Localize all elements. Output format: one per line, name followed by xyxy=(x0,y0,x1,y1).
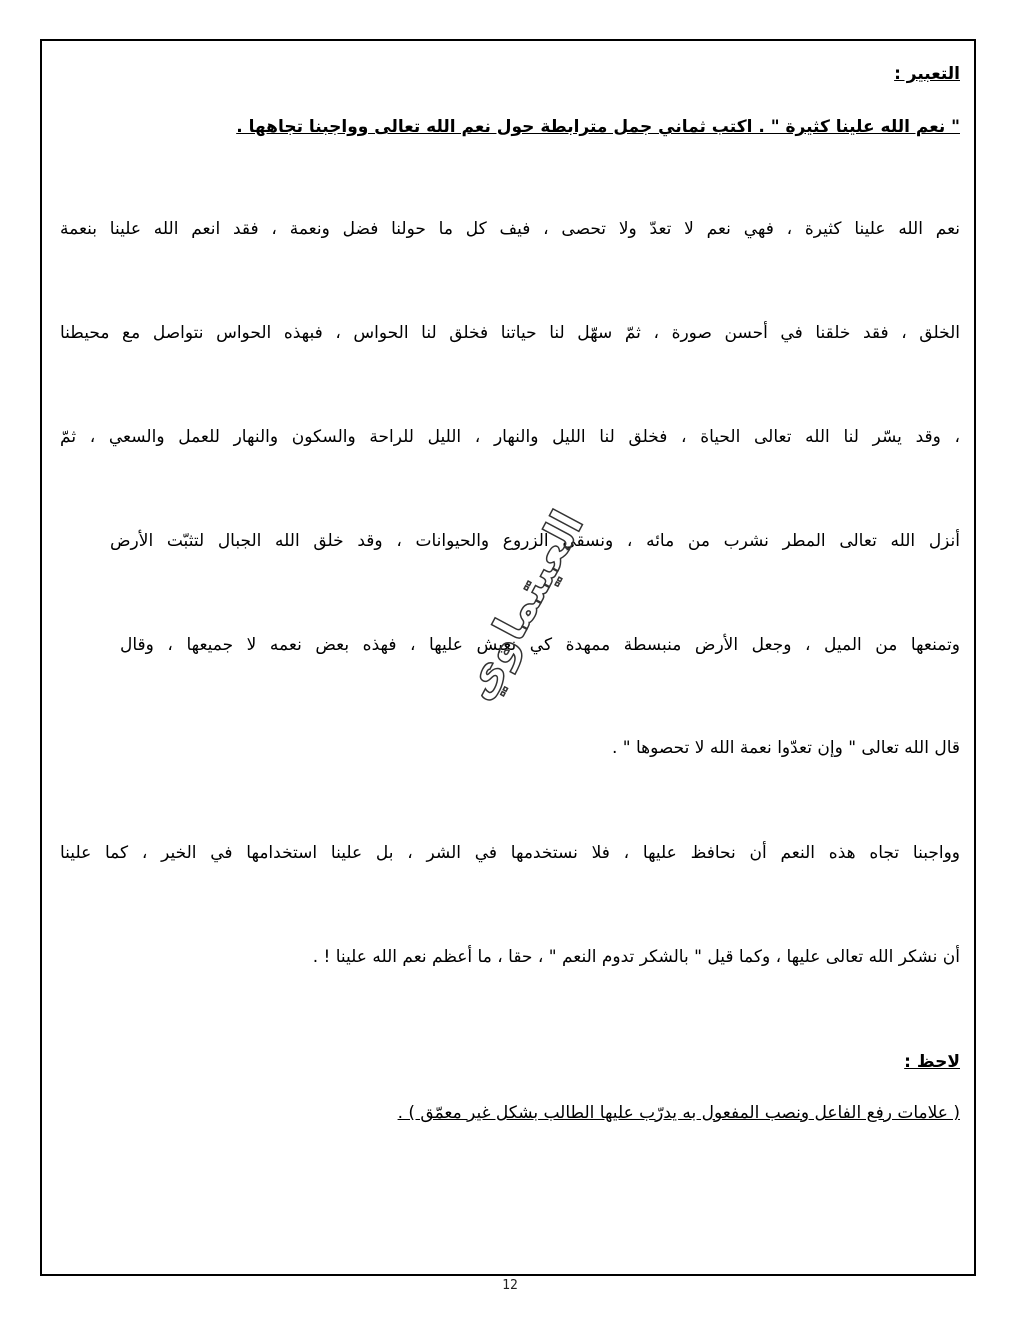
essay-line: وتمنعها من الميل ، وجعل الأرض منبسطة ممهدة كي نعيش عليها ، فهذه بعض نعمه لا جميعها ، وقال xyxy=(120,635,960,655)
watermark: العيتماوي xyxy=(452,502,594,709)
essay-line: الخلق ، فقد خلقنا في أحسن صورة ، ثمّ سهّل لنا حياتنا فخلق لنا الحواس ، فبهذه الحواس نتواصل مع محيطنا xyxy=(60,323,960,343)
note-text: ( علامات رفع الفاعل ونصب المفعول به يدرّب عليها الطالب بشكل غير معمّق ) . xyxy=(397,1103,960,1123)
essay-prompt: " نعم الله علينا كثيرة " . اكتب ثماني جمل مترابطة حول نعم الله تعالى وواجبنا تجاهها . xyxy=(236,117,960,137)
note-title: لاحظ : xyxy=(904,1052,960,1072)
essay-line: وواجبنا تجاه هذه النعم أن نحافظ عليها ، فلا نستخدمها في الشر ، بل علينا استخدامها في الخير ، كما علينا xyxy=(60,843,960,863)
section-title: التعبير : xyxy=(894,64,960,84)
page-number: 12 xyxy=(502,1278,518,1293)
essay-line: ، وقد يسّر لنا الله تعالى الحياة ، فخلق لنا الليل والنهار ، الليل للراحة والسكون والنهار للعمل والسعي ، ثمّ xyxy=(60,427,960,447)
essay-line: نعم الله علينا كثيرة ، فهي نعم لا تعدّ ولا تحصى ، فيف كل ما حولنا فضل ونعمة ، فقد انعم الله علينا بنعمة xyxy=(60,219,960,239)
essay-line: قال الله تعالى " وإن تعدّوا نعمة الله لا تحصوها " . xyxy=(611,738,960,758)
essay-line: أن نشكر الله تعالى عليها ، وكما قيل " بالشكر تدوم النعم " ، حقا ، ما أعظم نعم الله علينا ! . xyxy=(312,947,960,967)
essay-line: أنزل الله تعالى المطر نشرب من مائه ، ونسقي الزروع والحيوانات ، وقد خلق الله الجبال لتثبّت الأرض xyxy=(110,531,960,551)
